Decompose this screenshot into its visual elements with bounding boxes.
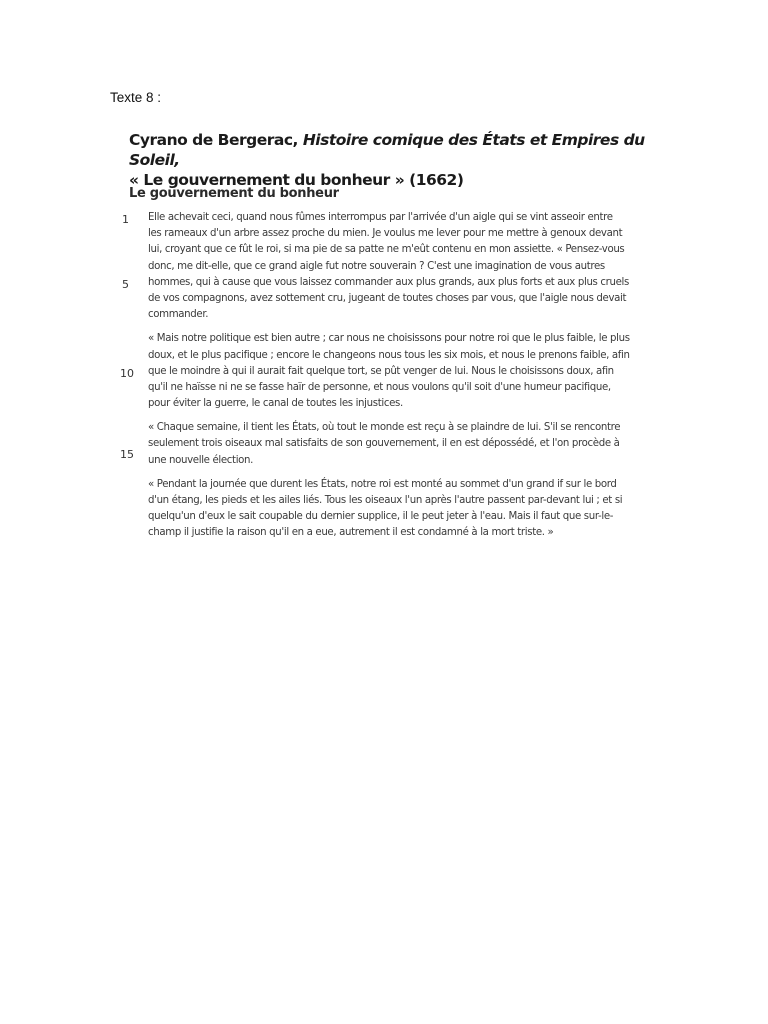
- text-line: qu'il ne haïsse ni ne se fasse haïr de personne, et nous voulons qu'il soit d'une humeur pacifique,: [148, 381, 611, 393]
- line-number-1: 1: [122, 213, 129, 226]
- paragraph: [148, 331, 668, 412]
- paragraph: [148, 477, 668, 542]
- text-line: « Pendant la journée que durent les États, notre roi est monté au sommet d'un grand if sur le bord: [148, 478, 617, 490]
- text-line: « Chaque semaine, il tient les États, où tout le monde est reçu à se plaindre de lui. S'il se rencontre: [148, 422, 621, 434]
- text-line: hommes, qui à cause que vous laissez commander aux plus grands, aux plus forts et aux plus cruels: [148, 276, 629, 288]
- text-line: commander.: [148, 309, 209, 321]
- paragraph-gap: [148, 412, 668, 420]
- text-line: lui, croyant que ce fût le roi, si ma pie de sa patte ne m'eût contenu en mon assiette. « Pensez-vous: [148, 244, 625, 256]
- text-line: seulement trois oiseaux mal satisfaits de son gouvernement, il en est dépossédé, et l'on procède à: [148, 438, 620, 450]
- text-line: les rameaux d'un arbre assez proche du mien. Je voulus me lever pour me mettre à genoux devant: [148, 228, 623, 240]
- title-work: Histoire comique des États et Empires du Soleil,: [129, 131, 645, 169]
- document-title: [129, 130, 649, 190]
- title-author: Cyrano de Bergerac,: [129, 131, 303, 149]
- title-line-1: [129, 130, 649, 170]
- section-title: Le gouvernement du bonheur: [129, 186, 339, 201]
- paragraph-gap: [148, 323, 668, 331]
- paragraph: [148, 210, 668, 323]
- text-line: une nouvelle élection.: [148, 454, 254, 466]
- paragraph: [148, 420, 668, 469]
- body-text: [148, 210, 668, 542]
- text-line: doux, et le plus pacifique ; encore le changeons nous tous les six mois, et nous le prenons faible, afin: [148, 349, 630, 361]
- paragraph-gap: [148, 469, 668, 477]
- text-line: Elle achevait ceci, quand nous fûmes interrompus par l'arrivée d'un aigle qui se vint asseoir entre: [148, 212, 613, 223]
- text-line: pour éviter la guerre, le canal de toutes les injustices.: [148, 398, 403, 410]
- text-line: de vos compagnons, avez sottement cru, jugeant de toutes choses par vous, que l'aigle nous devait: [148, 292, 627, 304]
- text-line: quelqu'un d'eux le sait coupable du dernier supplice, il le peut jeter à l'eau. Mais il faut que sur-le-: [148, 511, 614, 523]
- title-subtitle: « Le gouvernement du bonheur » (1662): [129, 171, 464, 189]
- line-number-10: 10: [120, 367, 134, 380]
- texte-label: Texte 8 :: [110, 90, 162, 105]
- text-line: donc, me dit-elle, que ce grand aigle fut notre souverain ? C'est une imagination de vous autres: [148, 260, 605, 272]
- text-line: que le moindre à qui il aurait fait quelque tort, se pût venger de lui. Nous le choisissons doux, afin: [148, 365, 614, 377]
- line-number-5: 5: [122, 278, 129, 291]
- text-line: « Mais notre politique est bien autre ; car nous ne choisissons pour notre roi que le plus faible, le plus: [148, 333, 630, 345]
- line-number-15: 15: [120, 448, 134, 461]
- text-line: champ il justifie la raison qu'il en a eue, autrement il est condamné à la mort triste. »: [148, 527, 554, 539]
- text-line: d'un étang, les pieds et les ailes liés. Tous les oiseaux l'un après l'autre passent par-devant lui ; et si: [148, 495, 623, 506]
